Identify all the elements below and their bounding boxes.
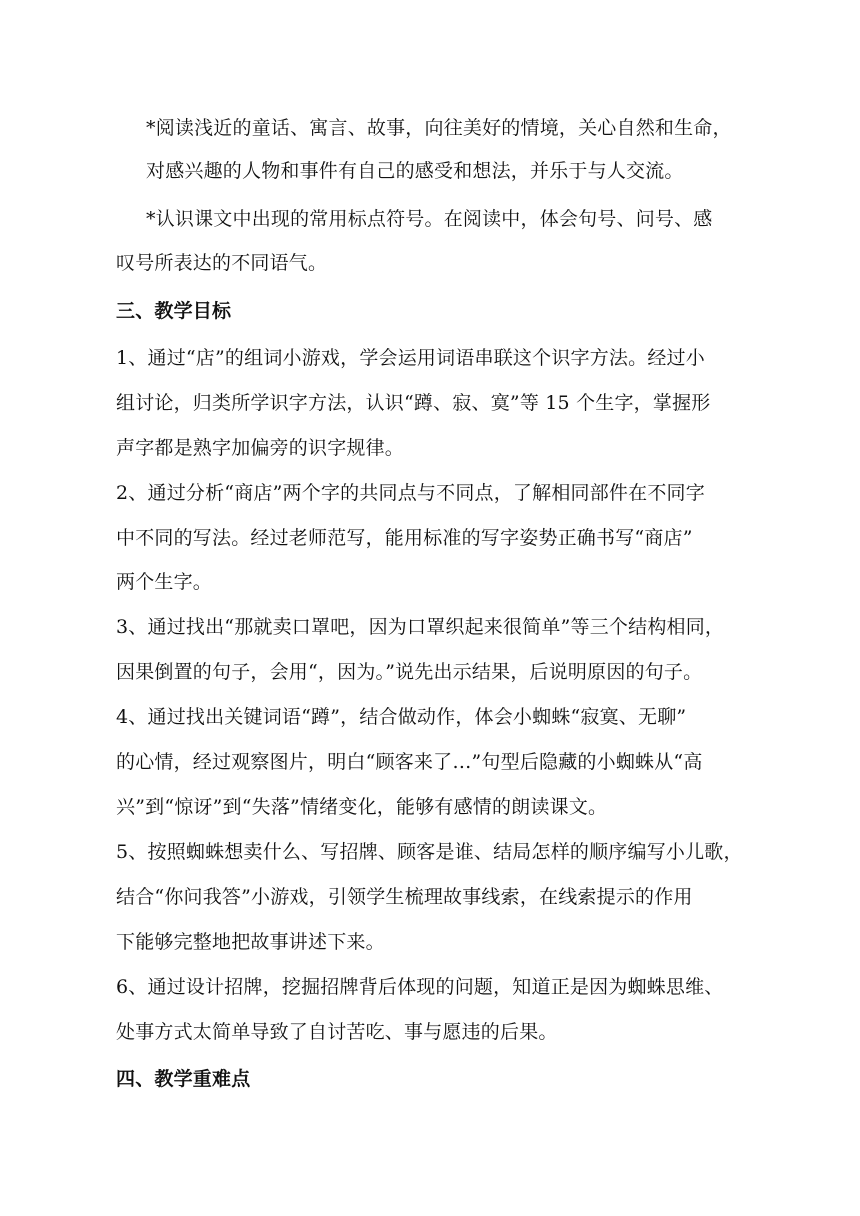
- standard-item-2-line-2: 叹号所表达的不同语气。: [116, 252, 328, 274]
- goal-3-line-2: 因果倒置的句子，会用“，因为。”说先出示结果，后说明原因的句子。: [116, 661, 703, 683]
- goal-1-line-3: 声字都是熟字加偏旁的识字规律。: [116, 437, 405, 459]
- goal-1-line-2: 组讨论，归类所学识字方法，认识“蹲、寂、寞”等 15 个生字，掌握形: [116, 392, 711, 414]
- section-heading-key-difficulties: 四、教学重难点: [116, 1068, 251, 1090]
- goal-5-line-2: 结合“你问我答”小游戏，引领学生梳理故事线索，在线索提示的作用: [116, 886, 693, 908]
- goal-2-line-2: 中不同的写法。经过老师范写，能用标准的写字姿势正确书写“商店”: [116, 527, 693, 549]
- goal-4-line-2: 的心情，经过观察图片，明白“顾客来了…”句型后隐藏的小蜘蛛从“高: [116, 751, 703, 773]
- goal-3-line-1: 3、通过找出“那就卖口罩吧，因为口罩织起来很简单”等三个结构相同，: [116, 616, 725, 638]
- goal-5-line-3: 下能够完整地把故事讲述下来。: [116, 931, 385, 953]
- goal-4-line-1: 4、通过找出关键词语“蹲”，结合做动作，体会小蜘蛛“寂寞、无聊”: [116, 706, 687, 728]
- section-heading-teaching-goals: 三、教学目标: [116, 300, 232, 322]
- goal-1-line-1: 1、通过“店”的组词小游戏，学会运用词语串联这个识字方法。经过小: [116, 347, 705, 369]
- goal-6-line-1: 6、通过设计招牌，挖掘招牌背后体现的问题，知道正是因为蜘蛛思维、: [116, 976, 724, 998]
- standard-item-1-line-2: 对感兴趣的人物和事件有自己的感受和想法，并乐于与人交流。: [146, 160, 684, 182]
- goal-6-line-2: 处事方式太简单导致了自讨苦吃、事与愿违的后果。: [116, 1021, 558, 1043]
- goal-4-line-3: 兴”到“惊讶”到“失落”情绪变化，能够有感情的朗读课文。: [116, 796, 608, 818]
- goal-5-line-1: 5、按照蜘蛛想卖什么、写招牌、顾客是谁、结局怎样的顺序编写小儿歌，: [116, 841, 743, 863]
- standard-item-2-line-1: *认识课文中出现的常用标点符号。在阅读中，体会句号、问号、感: [146, 208, 713, 230]
- goal-2-line-3: 两个生字。: [116, 571, 213, 593]
- standard-item-1-line-1: *阅读浅近的童话、寓言、故事，向往美好的情境，关心自然和生命，: [146, 117, 732, 139]
- goal-2-line-1: 2、通过分析“商店”两个字的共同点与不同点，了解相同部件在不同字: [116, 482, 705, 504]
